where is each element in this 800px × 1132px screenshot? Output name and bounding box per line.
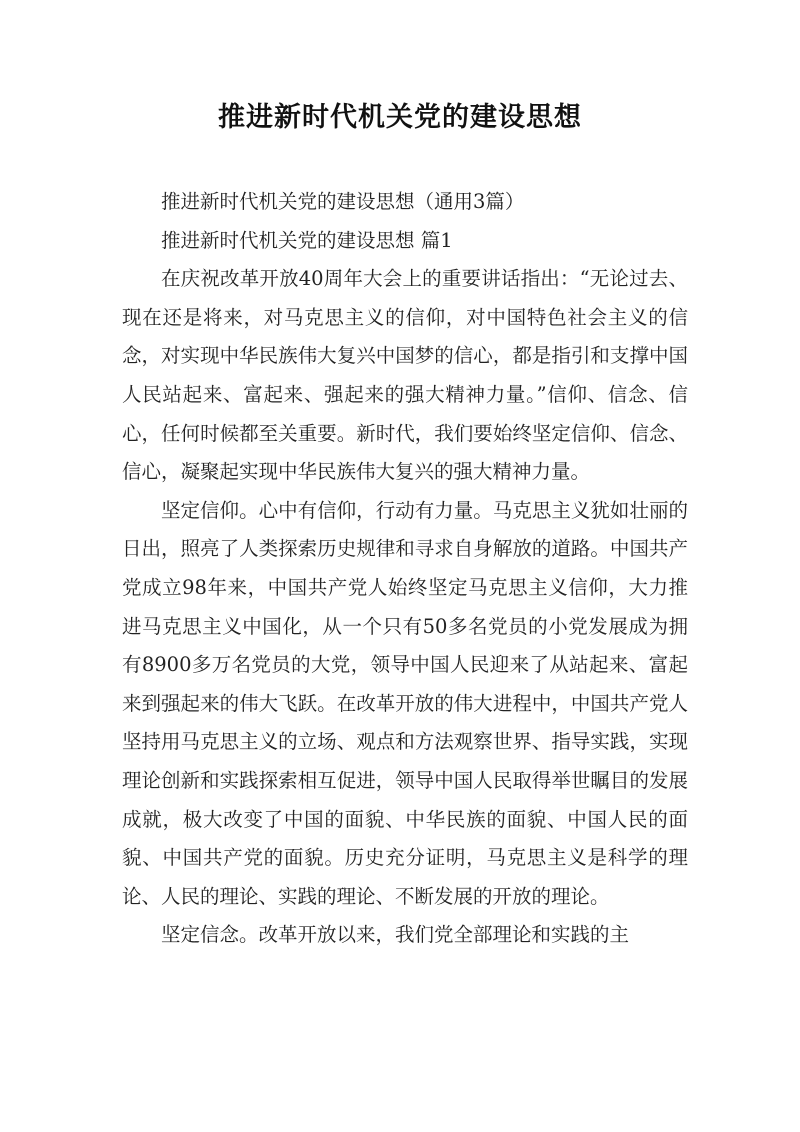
body-paragraph: 坚定信念。改革开放以来，我们党全部理论和实践的主 [161,923,630,947]
document-title: 推进新时代机关党的建设思想 [218,102,582,133]
body-paragraph: 坚定信仰。心中有信仰，行动有力量。马克思主义犹如壮丽的日出，照亮了人类探索历史规律和寻求自身解放的道路。中国共产党成立98年来，中国共产党人始终坚定马克思主义信仰，大力推进马克思主义中国化，从一个只有50多名党员的小党发展成为拥有8900多万名党员的大党，领导中国人民迎来了从站起来、富起来到强起来的伟大飞跃。在改革开放的伟大进程中，中国共产党人坚持用马克思主义的立场、观点和方法观察世界、指导实践，实现理论创新和实践探索相互促进，领导中国人民取得举世瞩目的发展成就，极大改变了中国的面貌、中华民族的面貌、中国人民的面貌、中国共产党的面貌。历史充分证明，马克思主义是科学的理论、人民的理论、实践的理论、不断发展的开放的理论。 [122,498,688,908]
section-heading: 推进新时代机关党的建设思想 篇1 [161,228,453,252]
document-body [122,183,688,955]
body-paragraph: 在庆祝改革开放40周年大会上的重要讲话指出：“无论过去、现在还是将来，对马克思主义的信仰，对中国特色社会主义的信念，对实现中华民族伟大复兴中国梦的信心，都是指引和支撑中国人民站起来、富起来、强起来的强大精神力量。”信仰、信念、信心，任何时候都至关重要。新时代，我们要始终坚定信仰、信念、信心，凝聚起实现中华民族伟大复兴的强大精神力量。 [122,267,688,484]
document-subtitle: 推进新时代机关党的建设思想（通用3篇） [161,190,525,213]
